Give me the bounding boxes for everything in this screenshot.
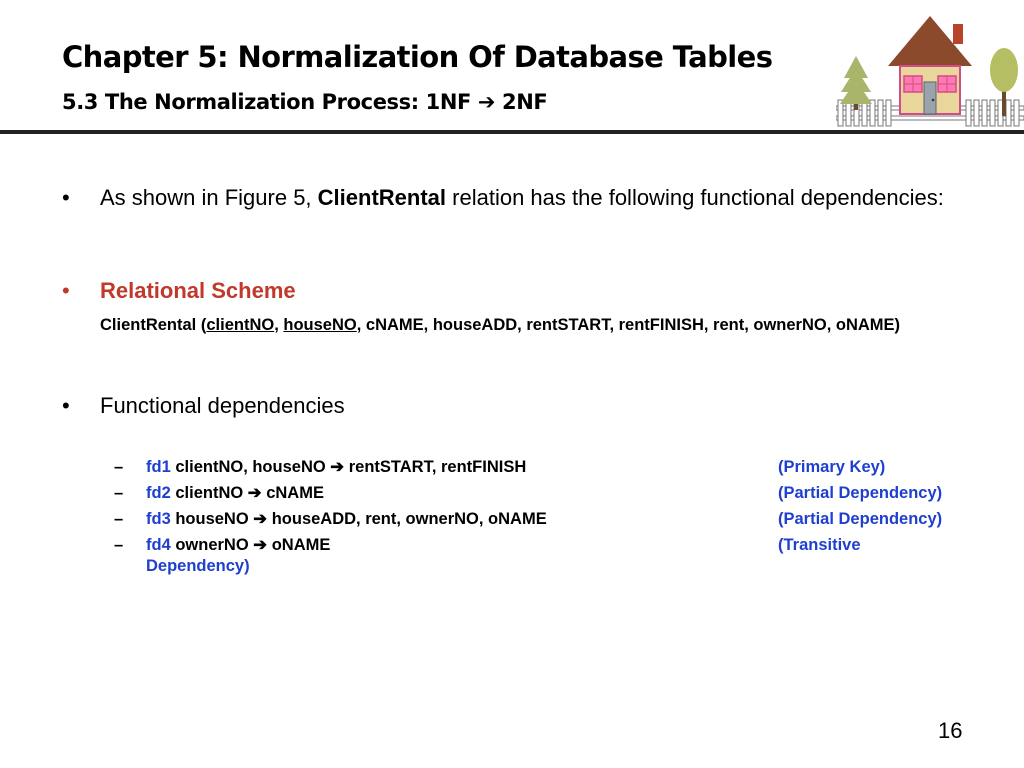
subtitle-prefix: 5.3 The Normalization Process: 1NF xyxy=(62,90,471,114)
arrow-icon: ➔ xyxy=(330,458,345,476)
key-attribute-houseno: houseNO xyxy=(283,316,357,334)
bullet-text: Functional dependencies xyxy=(100,393,345,418)
fd-note: (Transitive xyxy=(778,536,861,554)
fd-body xyxy=(146,535,330,556)
fd-id: fd4 xyxy=(146,536,171,554)
bullet-functional-dependencies xyxy=(62,392,980,419)
fd-rhs: cNAME xyxy=(266,484,324,502)
fd-rhs: houseADD, rent, ownerNO, oNAME xyxy=(271,510,547,528)
arrow-icon: ➔ xyxy=(477,90,496,114)
bullet-marker: • xyxy=(62,393,70,418)
fd-id: fd1 xyxy=(146,458,171,476)
dash-marker: – xyxy=(114,536,124,554)
relational-scheme-heading: Relational Scheme xyxy=(100,278,296,303)
fd-note: (Partial Dependency) xyxy=(778,510,943,528)
bullet-marker: • xyxy=(62,278,70,303)
dash-marker: – xyxy=(114,484,124,502)
fd-note-continuation: Dependency) xyxy=(146,557,250,575)
scheme-open: ClientRental ( xyxy=(100,316,207,334)
fd-body xyxy=(146,509,547,530)
pine-tree-icon xyxy=(840,56,872,110)
fd-lhs: houseNO xyxy=(175,510,249,528)
fd-rhs: oNAME xyxy=(271,536,331,554)
dash-marker: – xyxy=(114,458,124,476)
fd-note: (Partial Dependency) xyxy=(778,484,943,502)
dash-marker: – xyxy=(114,510,124,528)
house-icon xyxy=(888,16,972,114)
bullet-text xyxy=(100,184,980,211)
fd-note: (Primary Key) xyxy=(778,458,886,476)
fd-id: fd2 xyxy=(146,484,171,502)
bullet-relational-scheme xyxy=(62,277,980,304)
fd-rhs: rentSTART, rentFINISH xyxy=(348,458,527,476)
house-illustration xyxy=(836,16,1024,128)
relation-name: ClientRental xyxy=(317,185,447,210)
relational-scheme-definition xyxy=(100,313,980,338)
page-number: 16 xyxy=(938,718,963,743)
arrow-icon: ➔ xyxy=(247,484,262,502)
bullet-text-suffix: relation has the following functional dependencies: xyxy=(452,185,944,210)
fd-body xyxy=(146,483,324,504)
title-divider xyxy=(0,130,1024,134)
bullet-text-prefix: As shown in Figure 5, xyxy=(100,185,312,210)
fd-lhs: clientNO, houseNO xyxy=(175,458,326,476)
slide-subtitle xyxy=(62,90,547,114)
slide-title: Chapter 5: Normalization Of Database Tables xyxy=(62,40,773,74)
fd-lhs: clientNO xyxy=(175,484,244,502)
bullet-marker: • xyxy=(62,185,70,210)
arrow-icon: ➔ xyxy=(253,536,268,554)
scheme-rest: , cNAME, houseADD, rentSTART, rentFINISH, rent, ownerNO, oNAME) xyxy=(356,316,901,334)
fd-body xyxy=(146,457,526,478)
arrow-icon: ➔ xyxy=(253,510,268,528)
fd-lhs: ownerNO xyxy=(175,536,249,554)
subtitle-suffix: 2NF xyxy=(502,90,548,114)
bullet-figure-reference xyxy=(62,184,980,211)
fd-id: fd3 xyxy=(146,510,171,528)
key-attribute-clientno: clientNO xyxy=(206,316,275,334)
scheme-separator: , xyxy=(274,316,279,334)
